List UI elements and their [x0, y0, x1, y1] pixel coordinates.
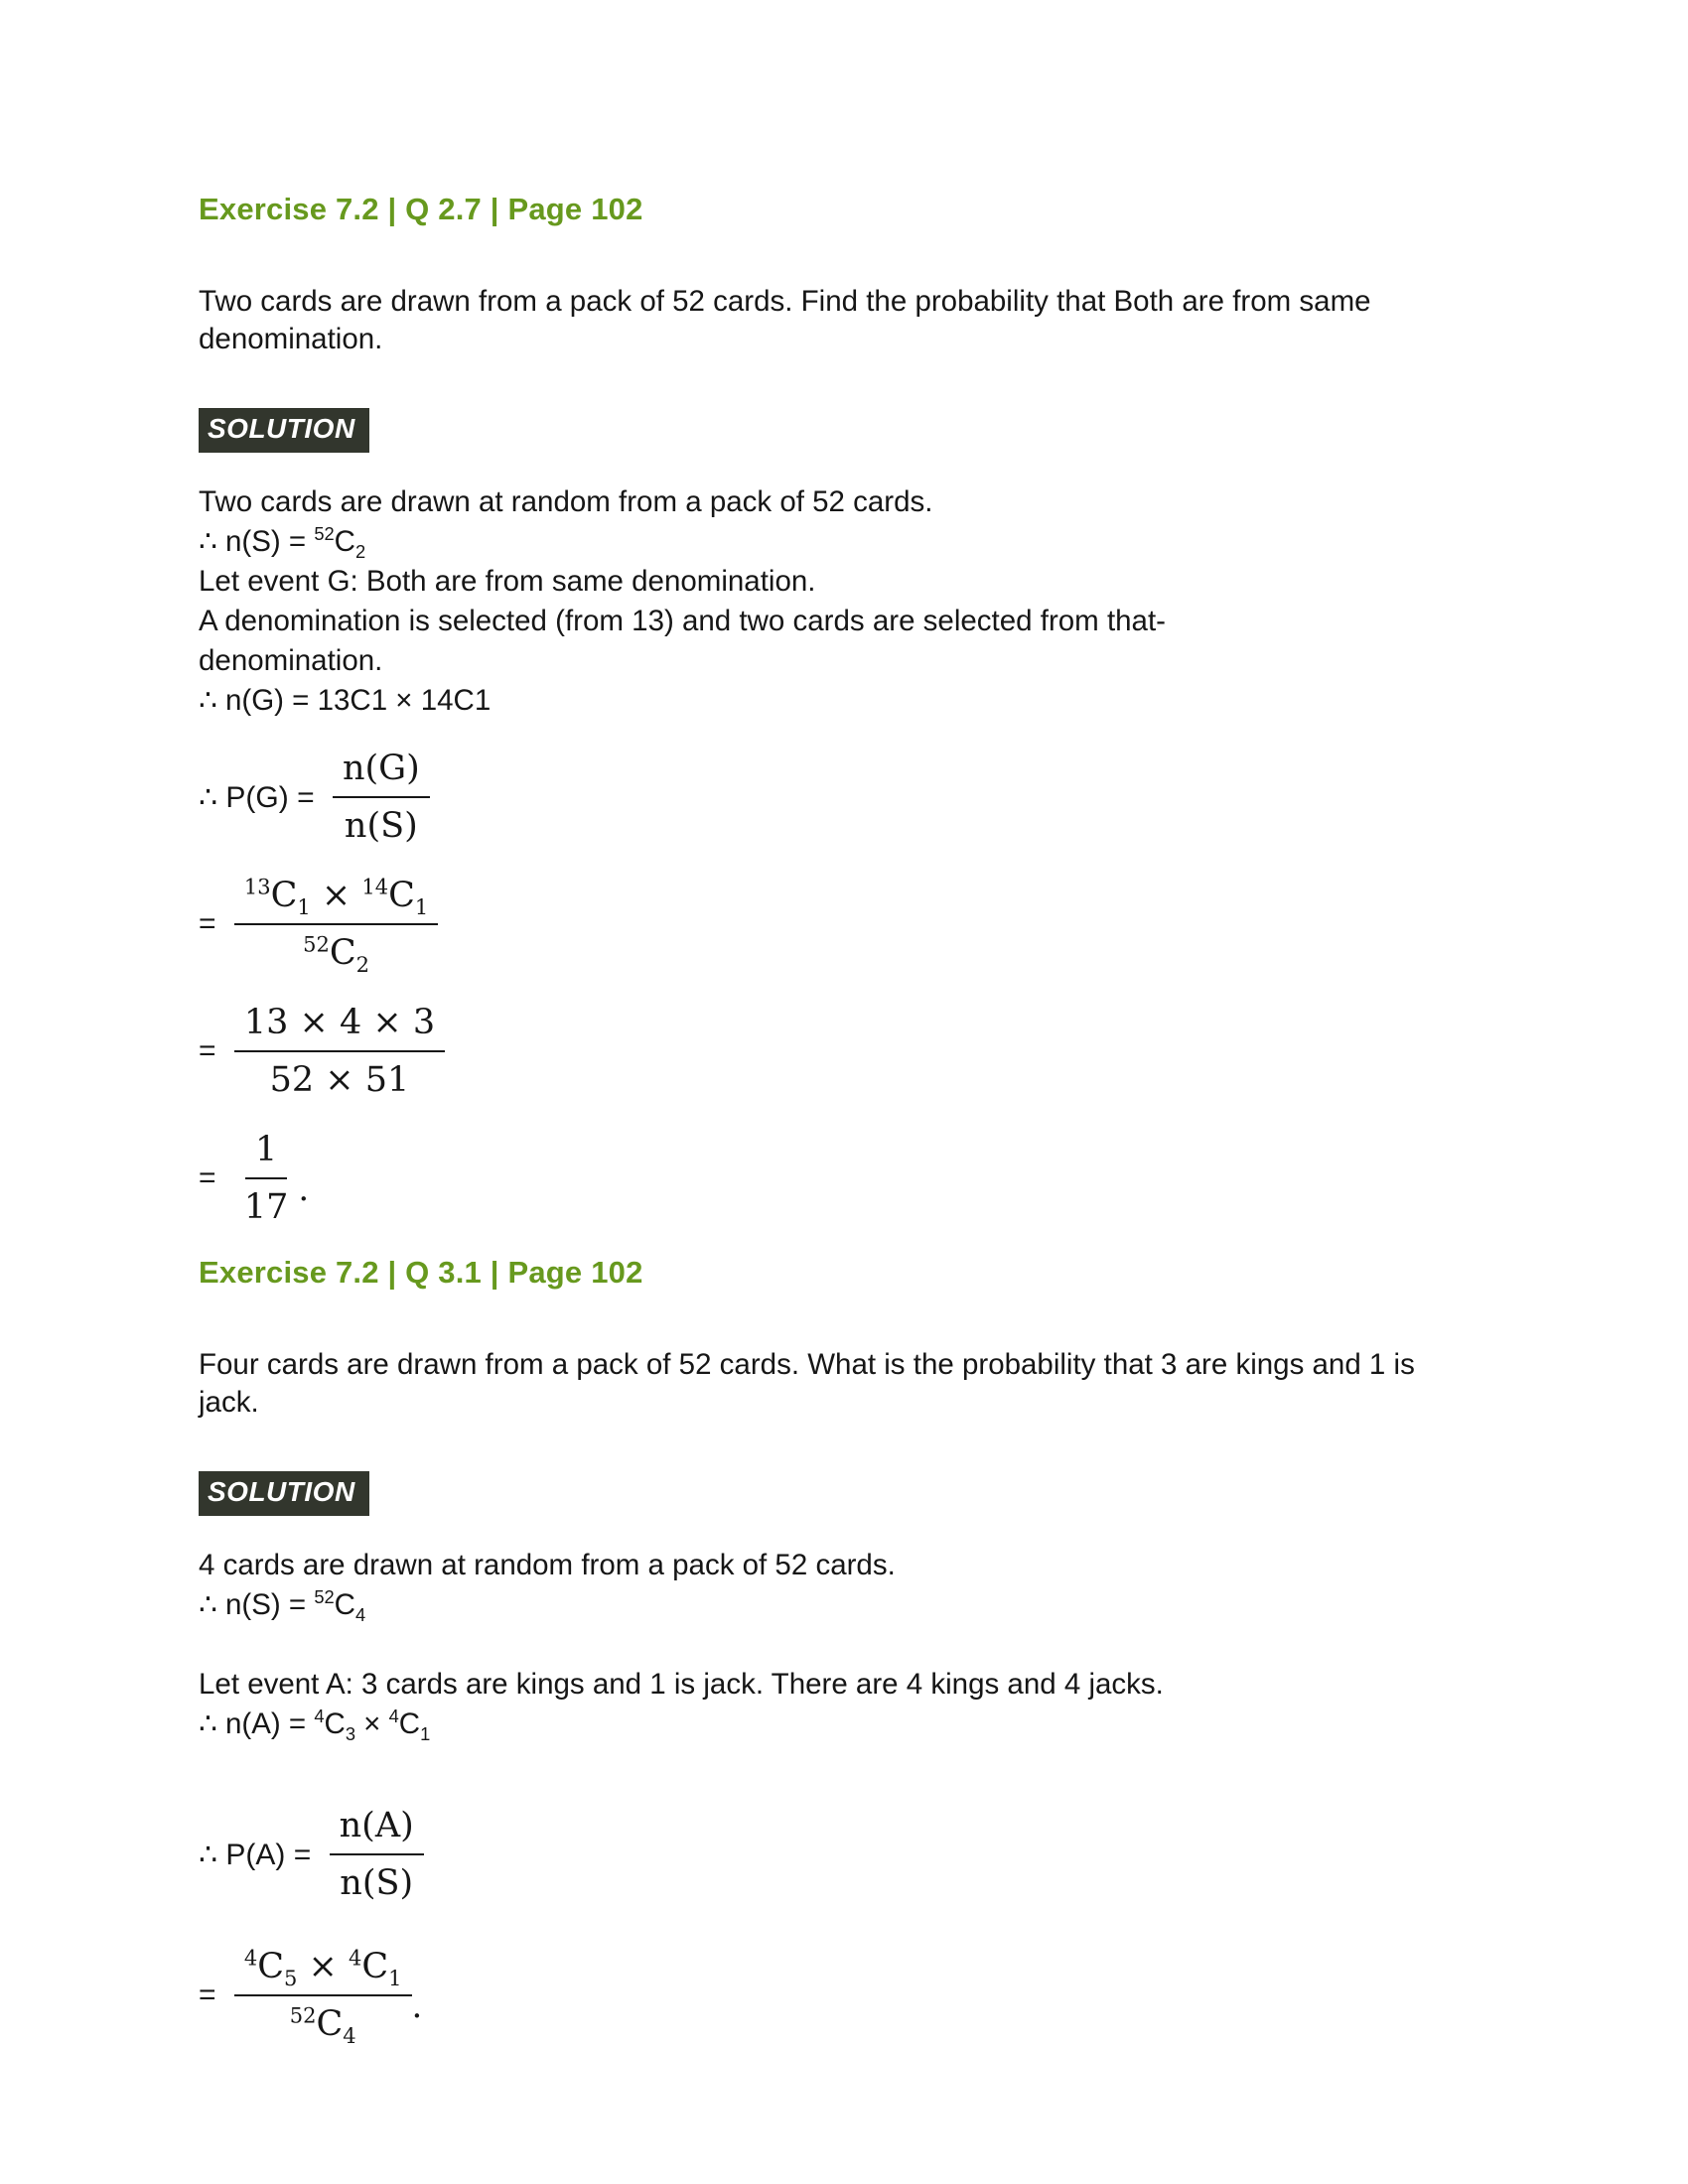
solution-line — [199, 482, 1450, 522]
solution-fractions — [199, 747, 1450, 1229]
superscript-text: 52 — [303, 932, 330, 957]
subscript-text: 2 — [355, 953, 369, 977]
fraction-denominator — [280, 1996, 366, 2046]
math-text: denomination. — [199, 644, 383, 677]
math-text: C — [398, 1707, 421, 1740]
question-text: Two cards are drawn from a pack of 52 cards. Find the probability that Both are from same denomination. — [199, 285, 1371, 355]
math-fraction-row — [199, 874, 1450, 975]
fraction-numerator — [234, 874, 438, 925]
solution-line — [199, 1625, 1450, 1665]
solution-fractions — [199, 1804, 1450, 2046]
math-text: C — [334, 1588, 355, 1621]
solution-line — [199, 602, 1450, 641]
superscript-text: 4 — [314, 1706, 325, 1727]
solution-line — [199, 1705, 1450, 1744]
math-text: C — [316, 2004, 344, 2044]
math-text: ∴ n(S) = — [199, 525, 315, 558]
superscript-text: 13 — [243, 875, 271, 899]
math-text: Two cards are drawn at random from a pack of 52 cards. — [199, 485, 933, 518]
subscript-text: 1 — [420, 1722, 431, 1744]
exercise-section-q2-7 — [199, 192, 1450, 1229]
math-text: Let event A: 3 cards are kings and 1 is jack. There are 4 kings and 4 jacks. — [199, 1668, 1164, 1701]
solution-line — [199, 681, 1450, 721]
superscript-text: 4 — [388, 1706, 399, 1727]
math-text: A denomination is selected (from 13) and two cards are selected from that- — [199, 605, 1166, 637]
math-text: C — [329, 933, 356, 973]
math-text: 13 × 4 × 3 — [243, 1003, 436, 1042]
solution-line — [199, 641, 1450, 681]
fraction-trailing-text: . — [298, 1169, 310, 1209]
fraction — [234, 1945, 412, 2046]
fraction — [234, 1001, 445, 1102]
fraction — [333, 747, 430, 848]
fraction-denominator — [234, 1179, 299, 1229]
fraction — [330, 1804, 424, 1905]
fraction-numerator — [333, 747, 430, 798]
fraction-denominator — [260, 1052, 420, 1102]
fraction — [234, 1128, 299, 1229]
fraction-denominator — [330, 1855, 423, 1905]
math-text: 1 — [254, 1130, 278, 1169]
solution-badge: SOLUTION — [199, 1471, 369, 1516]
math-text: C — [257, 1947, 285, 1986]
math-text: Let event G: Both are from same denomination. — [199, 565, 816, 598]
fraction-numerator — [245, 1128, 287, 1179]
math-text: n(A) — [339, 1806, 414, 1845]
subscript-text: 2 — [354, 540, 366, 562]
math-text: 52 × 51 — [269, 1060, 410, 1100]
subscript-text: 3 — [345, 1722, 355, 1744]
math-text: C — [334, 525, 355, 558]
subscript-text: 4 — [343, 2024, 356, 2048]
subscript-text: 5 — [284, 1967, 298, 1990]
math-text: 4 cards are drawn at random from a pack of 52 cards. — [199, 1549, 896, 1581]
fraction-lead-text: = — [199, 1161, 224, 1194]
fraction-lead-text: = — [199, 907, 224, 940]
fraction-numerator — [234, 1945, 412, 1996]
superscript-text: 14 — [361, 875, 389, 899]
subscript-text: 1 — [388, 1967, 402, 1990]
subscript-text: 1 — [414, 895, 429, 919]
math-text: n(S) — [340, 1863, 414, 1903]
fraction-lead-text: = — [199, 1979, 224, 2011]
subscript-text: 4 — [354, 1603, 366, 1625]
solution-badge: SOLUTION — [199, 408, 369, 453]
math-text: n(S) — [344, 806, 418, 846]
math-text: C — [361, 1947, 389, 1986]
exercise-heading: Exercise 7.2 | Q 2.7 | Page 102 — [199, 192, 643, 226]
math-text: ∴ n(S) = — [199, 1588, 315, 1621]
math-text: × — [310, 876, 362, 915]
solution-line — [199, 562, 1450, 602]
subscript-text: 1 — [297, 895, 311, 919]
math-fraction-row — [199, 1804, 1450, 1905]
math-text: C — [324, 1707, 346, 1740]
math-text: × — [354, 1707, 389, 1740]
question-text: Four cards are drawn from a pack of 52 cards. What is the probability that 3 are kings and 1 is jack. — [199, 1348, 1415, 1419]
fraction-denominator — [335, 798, 428, 848]
math-fraction-row — [199, 747, 1450, 848]
fraction-denominator — [293, 925, 379, 975]
fraction-numerator — [234, 1001, 445, 1052]
math-text: C — [388, 876, 415, 915]
math-text: ∴ n(G) = 13C1 × 14C1 — [199, 684, 492, 717]
superscript-text: 4 — [243, 1946, 258, 1971]
math-text: × — [297, 1947, 349, 1986]
superscript-text: 52 — [289, 2003, 317, 2028]
superscript-text: 52 — [314, 523, 335, 545]
math-text: n(G) — [342, 749, 420, 788]
fraction-lead-text: ∴ P(A) = — [199, 1838, 320, 1871]
exercise-section-q3-1 — [199, 1255, 1450, 2046]
math-text: 17 — [243, 1187, 289, 1227]
math-fraction-row — [199, 1001, 1450, 1102]
superscript-text: 4 — [348, 1946, 362, 1971]
superscript-text: 52 — [314, 1586, 335, 1608]
fraction-lead-text: = — [199, 1034, 224, 1067]
exercise-heading: Exercise 7.2 | Q 3.1 | Page 102 — [199, 1255, 643, 1290]
solution-line — [199, 1546, 1450, 1585]
fraction-trailing-text: . — [411, 1986, 423, 2026]
math-text: C — [270, 876, 298, 915]
fraction — [234, 874, 438, 975]
math-fraction-row — [199, 1945, 1450, 2046]
solution-lines — [199, 482, 1450, 721]
math-fraction-row — [199, 1128, 1450, 1229]
solution-line — [199, 1665, 1450, 1705]
solution-lines — [199, 1546, 1450, 1744]
fraction-numerator — [330, 1804, 424, 1855]
solution-line — [199, 522, 1450, 562]
fraction-lead-text: ∴ P(G) = — [199, 780, 323, 814]
math-text: ∴ n(A) = — [199, 1707, 315, 1740]
solution-line — [199, 1585, 1450, 1625]
